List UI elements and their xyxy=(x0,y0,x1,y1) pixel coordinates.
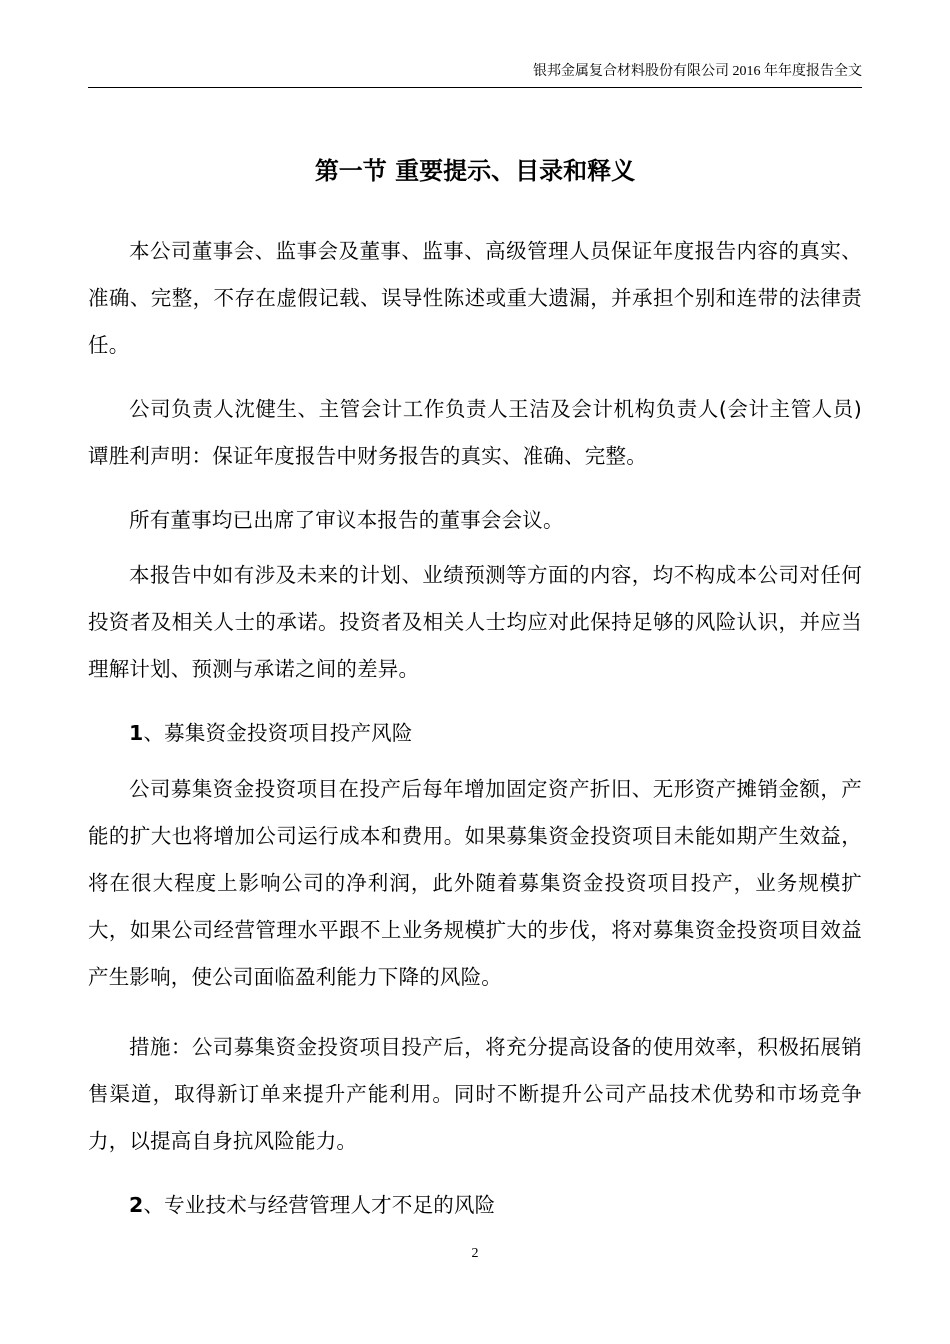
paragraph-board-attendance: 所有董事均已出席了审议本报告的董事会会议。 xyxy=(129,508,564,532)
header-divider xyxy=(88,87,862,88)
risk-heading-2 xyxy=(88,1182,862,1229)
risk-1-description: 公司募集资金投资项目在投产后每年增加固定资产折旧、无形资产摊销金额，产能的扩大也将增加公司运行成本和费用。如果募集资金投资项目未能如期产生效益，将在很大程度上影响公司的净利润，此外随着募集资金投资项目投产，业务规模扩大，如果公司经营管理水平跟不上业务规模扩大的步伐，将对募集资金投资项目效益产生影响，使公司面临盈利能力下降的风险。 xyxy=(88,777,862,989)
paragraph-responsibility-statement: 本公司董事会、监事会及董事、监事、高级管理人员保证年度报告内容的真实、准确、完整，不存在虚假记载、误导性陈述或重大遗漏，并承担个别和连带的法律责任。 xyxy=(88,239,862,357)
risk-heading-2-number: 2 xyxy=(129,1193,144,1217)
page-title: 第一节 重要提示、目录和释义 xyxy=(314,157,636,185)
risk-heading-1 xyxy=(88,710,862,757)
paragraph-forward-looking-disclaimer: 本报告中如有涉及未来的计划、业绩预测等方面的内容，均不构成本公司对任何投资者及相关人士的承诺。投资者及相关人士均应对此保持足够的风险认识，并应当理解计划、预测与承诺之间的差异。 xyxy=(88,563,862,681)
risk-heading-1-title: 、募集资金投资项目投产风险 xyxy=(143,721,413,745)
risk-heading-1-number: 1 xyxy=(129,721,144,745)
paragraph-officer-declaration: 公司负责人沈健生、主管会计工作负责人王洁及会计机构负责人(会计主管人员)谭胜利声明：保证年度报告中财务报告的真实、准确、完整。 xyxy=(88,397,862,468)
risk-1-measures: 措施：公司募集资金投资项目投产后，将充分提高设备的使用效率，积极拓展销售渠道，取得新订单来提升产能利用。同时不断提升公司产品技术优势和市场竞争力，以提高自身抗风险能力。 xyxy=(88,1035,862,1153)
page-number: 2 xyxy=(471,1246,479,1261)
risk-heading-2-title: 、专业技术与经营管理人才不足的风险 xyxy=(143,1193,496,1217)
running-header: 银邦金属复合材料股份有限公司 2016 年年度报告全文 xyxy=(533,64,862,79)
